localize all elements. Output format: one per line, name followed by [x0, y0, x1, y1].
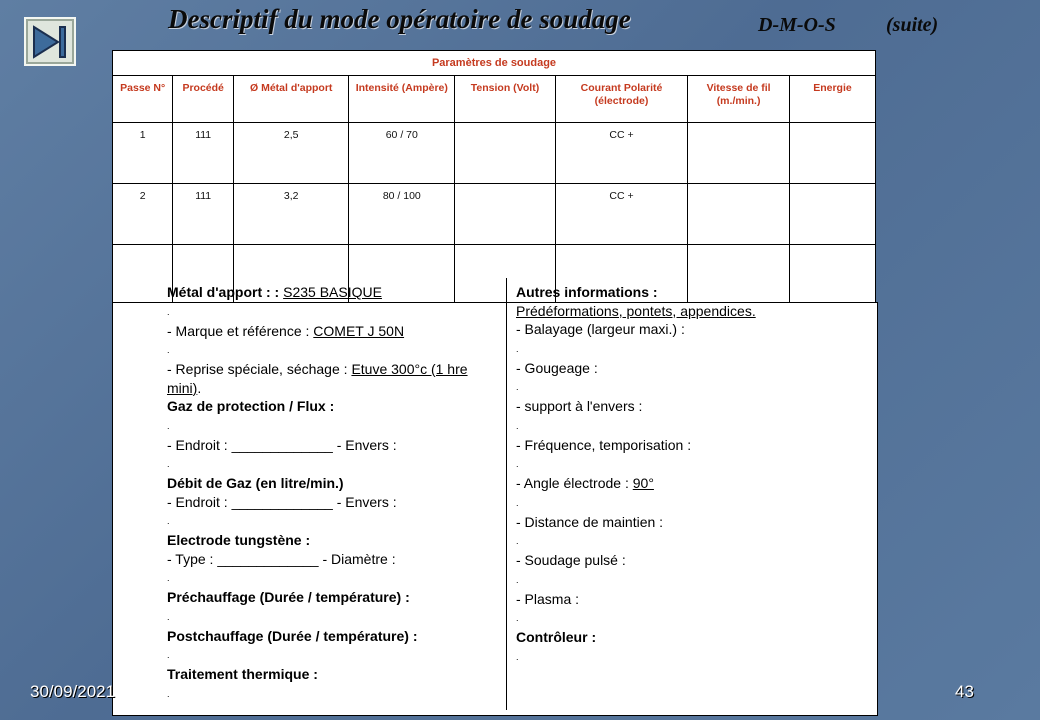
marque-label: - Marque et référence : [167, 322, 310, 339]
table-cell: 2 [113, 184, 173, 245]
table-cell: 111 [173, 184, 234, 245]
table-cell [113, 245, 173, 306]
column-divider [506, 278, 507, 710]
column-header: Ø Métal d'apport [233, 76, 348, 123]
table-header-row [113, 76, 876, 123]
dot: . [167, 650, 170, 660]
gas-label: Gaz de protection / Flux : [167, 398, 335, 414]
table-caption: Paramètres de soudage [113, 51, 876, 76]
table-cell: 2,5 [233, 123, 348, 184]
dot: . [167, 611, 170, 622]
controleur-label: Contrôleur : [516, 629, 597, 645]
dot: . [167, 573, 170, 583]
gas-flow-label: Débit de Gaz (en litre/min.) [167, 475, 344, 491]
table-cell: CC + [555, 123, 687, 184]
column-header: Passe N° [113, 76, 173, 123]
dot: . [167, 306, 170, 317]
angle-label: - Angle électrode : [516, 475, 629, 491]
table-cell: 80 / 100 [349, 184, 455, 245]
marque-value: COMET J 50N [313, 322, 405, 339]
prechauffage-label: Préchauffage (Durée / température) : [167, 589, 410, 605]
postchauffage-label: Postchauffage (Durée / température) : [167, 627, 418, 644]
metal-value: S235 BASIQUE [283, 284, 382, 300]
metal-label: Métal d'apport : : [167, 284, 280, 300]
dot: . [516, 420, 519, 431]
table-cell [455, 123, 556, 184]
traitement-label: Traitement thermique : [167, 666, 318, 682]
footer-date: 30/09/2021 [30, 682, 116, 701]
gougeage-label: - Gougeage : [516, 359, 598, 376]
next-slide-button[interactable] [24, 17, 76, 66]
page-title: Descriptif du mode opératoire de soudage [168, 4, 631, 34]
dot: . [516, 343, 519, 354]
dot: . [516, 382, 519, 392]
table-cell: 3,2 [233, 184, 348, 245]
autres-label: Autres informations : [516, 284, 658, 300]
table-cell [688, 123, 790, 184]
table-cell: 111 [173, 123, 234, 184]
endroit-label: - Endroit : [167, 493, 228, 510]
type-blank: _____________ [217, 550, 319, 567]
dot: . [516, 651, 519, 662]
envers-label: - Envers : [336, 436, 397, 453]
frequence-label: - Fréquence, temporisation : [516, 436, 692, 453]
dot: . [167, 420, 170, 431]
table-cell [455, 184, 556, 245]
type-label: - Type : [167, 550, 214, 567]
dot: . [167, 516, 170, 526]
electrode-label: Electrode tungstène : [167, 532, 311, 548]
predeformations-label: Prédéformations, pontets, appendices. [516, 302, 756, 319]
column-header: Courant Polarité (électrode) [555, 76, 687, 123]
reprise-value: Etuve 300°c (1 hre mini) [167, 361, 468, 396]
dot: . [516, 497, 519, 508]
table-cell [688, 184, 790, 245]
column-header: Tension (Volt) [455, 76, 556, 123]
endroit-blank: _____________ [231, 493, 333, 510]
column-header: Intensité (Ampère) [349, 76, 455, 123]
reprise-label: - Reprise spéciale, séchage : [167, 361, 348, 377]
table-cell: 60 / 70 [349, 123, 455, 184]
table-cell: CC + [555, 184, 687, 245]
dot: . [167, 688, 170, 699]
pulse-label: - Soudage pulsé : [516, 552, 626, 568]
plasma-label: - Plasma : [516, 590, 580, 607]
other-info-section [516, 283, 866, 667]
balayage-label: - Balayage (largeur maxi.) : [516, 321, 685, 337]
distance-label: - Distance de maintien : [516, 513, 664, 530]
suite-label: (suite) [886, 14, 939, 36]
dot: . [516, 574, 519, 585]
column-header: Procédé [173, 76, 234, 123]
play-next-icon [32, 25, 68, 59]
dot: . [516, 459, 519, 469]
table-cell [789, 123, 875, 184]
support-label: - support à l'envers : [516, 398, 643, 414]
diametre-label: - Diamètre : [322, 550, 396, 567]
envers-label: - Envers : [336, 493, 397, 510]
welding-parameters-table [112, 50, 876, 306]
table-cell: 1 [113, 123, 173, 184]
document-code: D-M-O-S [758, 14, 836, 36]
dot: . [167, 459, 170, 469]
endroit-label: - Endroit : [167, 436, 228, 453]
page-number: 43 [955, 682, 974, 701]
filler-metal-section [167, 283, 499, 704]
table-row [113, 123, 876, 184]
dot: . [516, 536, 519, 546]
dot: . [167, 345, 170, 355]
table-row [113, 184, 876, 245]
reprise-end: . [197, 379, 202, 396]
column-header: Vitesse de fil (m./min.) [688, 76, 790, 123]
dot: . [516, 613, 519, 623]
endroit-blank: _____________ [231, 436, 333, 453]
column-header: Energie [789, 76, 875, 123]
angle-value: 90° [632, 475, 654, 491]
table-cell [789, 184, 875, 245]
